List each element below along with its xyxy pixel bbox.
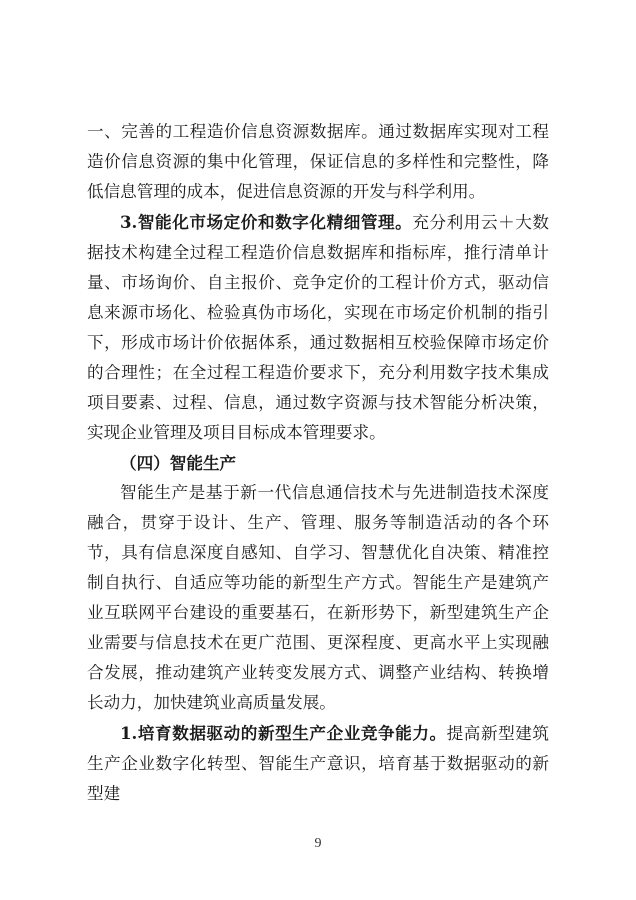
paragraph-text: 一、完善的工程造价信息资源数据库。通过数据库实现对工程造价信息资源的集中化管理，保证信息的多样性和完整性，降低信息管理的成本，促进信息资源的开发与科学利用。 [87, 122, 549, 201]
page-number: 9 [314, 836, 322, 851]
paragraph-continuation [87, 117, 549, 207]
paragraph-text: 智能生产是基于新一代信息通信技术与先进制造技术深度融合，贯穿于设计、生产、管理、服务等制造活动的各个环节，具有信息深度自感知、自学习、智慧优化自决策、精准控制自执行、自适应等功能的新型生产方式。智能生产是建筑产业互联网平台建设的重要基石，在新形势下，新型建筑生产企业需要与信息技术在更广范围、更深程度、更高水平上实现融合发展，推动建筑产业转变发展方式、调整产业结构、转换增长动力，加快建筑业高质量发展。 [87, 483, 549, 712]
paragraph-lead: 3.智能化市场定价和数字化精细管理。 [120, 212, 413, 232]
paragraph-item-1 [87, 718, 549, 809]
paragraph-smart-production [87, 478, 549, 718]
paragraph-lead: 1.培育数据驱动的新型生产企业竞争能力。 [120, 723, 447, 743]
section-heading: （四）智能生产 [120, 453, 237, 473]
paragraph-item-3 [87, 207, 549, 448]
paragraph-text: 提高新型建筑生产企业数字化转型、智能生产意识，培育基于数据驱动的新型建 [87, 724, 549, 803]
paragraph-text: 充分利用云＋大数据技术构建全过程工程造价信息数据库和指标库，推行清单计量、市场询价、自主报价、竞争定价的工程计价方式，驱动信息来源市场化、检验真伪市场化，实现在市场定价机制的指引下，形成市场计价依据体系，通过数据相互校验保障市场定价的合理性；在全过程工程造价要求下，充分利用数字技术集成项目要素、过程、信息，通过数字资源与技术智能分析决策，实现企业管理及项目目标成本管理要求。 [87, 213, 550, 442]
body-text [87, 117, 549, 809]
